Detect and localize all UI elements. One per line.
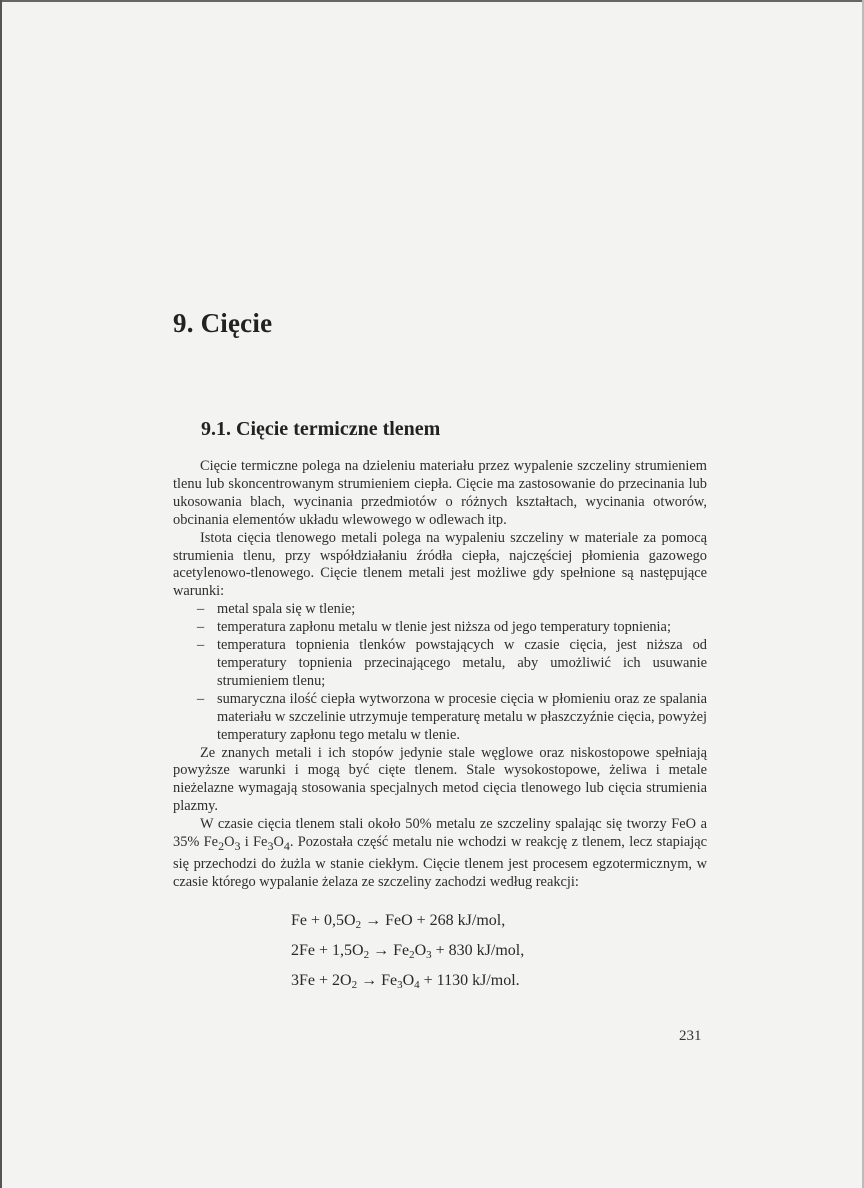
list-item: [173, 691, 707, 745]
body-text: [173, 458, 707, 892]
list-item-text: sumaryczna ilość ciepła wytworzona w procesie cięcia w płomieniu oraz ze spalania materiału w szczelinie utrzymuje temperaturę metalu w płaszczyźnie cięcia, powyżej temperatury zapłonu tego metalu w tlenie.: [217, 690, 707, 743]
equation-fe2o3: $2Fe + 1,5O_2 \to Fe_2O_3 + 830$ kJ/mol,: [291, 942, 525, 961]
page-number: 231: [679, 1028, 702, 1044]
dash-marker: –: [197, 690, 205, 707]
list-item-text: metal spala się w tlenie;: [217, 601, 356, 618]
equation-feo: $Fe + 0,5O_2$ → FeO + 268 kJ/mol,: [291, 912, 506, 931]
scan-edge-top: [0, 0, 864, 2]
list-item: [173, 601, 707, 619]
list-item-text: temperatura zapłonu metalu w tlenie jest niższa od jego temperatury topnienia;: [217, 619, 671, 636]
dash-marker: –: [197, 637, 205, 654]
dash-marker: –: [197, 619, 205, 636]
paragraph-oxidation: W czasie cięcia tlenem stali około 50% metalu ze szczeliny spalając się tworzy FeO a 35% $Fe_2O_3$ i $Fe_3O_4$. Pozostała część metalu nie wchodzi w reakcję z tlenem, lecz stapiając się przechodzi do żużla w stanie ciekłym. Cięcie tlenem jest procesem egzotermicznym, w czasie którego wypalanie żelaza ze szczeliny zachodzi według reakcji:: [173, 816, 707, 890]
paragraph-essence: Istota cięcia tlenowego metali polega na wypaleniu szczeliny w materiale za pomocą strumienia tlenu, przy współdziałaniu źródła ciepła, najczęściej płomienia gazowego acetylenowo-tlenowego. Cięcie tlenem metali jest możliwe gdy spełnione są następujące warunki:: [173, 529, 707, 600]
list-item-text: temperatura topnienia tlenków powstających w czasie cięcia, jest niższa od temperatury topnienia przecinającego metalu, aby umożliwić ich usuwanie strumieniem tlenu;: [217, 637, 707, 689]
list-item: [173, 637, 707, 691]
scan-edge-left: [0, 0, 2, 1188]
reaction-equations: [291, 906, 524, 996]
chapter-title: 9. Cięcie: [173, 308, 273, 338]
paragraph-metals: Ze znanych metali i ich stopów jedynie stale węglowe oraz niskostopowe spełniają powyższe warunki i mogą być cięte tlenem. Stale wysokostopowe, żeliwa i metale nieżelazne wymagają stosowania specjalnych metod cięcia tlenowego lub cięcia strumienia plazmy.: [173, 744, 707, 815]
conditions-list: [173, 601, 707, 744]
paragraph-intro: Cięcie termiczne polega na dzieleniu materiału przez wypalenie szczeliny strumieniem tlenu lub skoncentrowanym strumieniem ciepła. Cięcie ma zastosowanie do przecinania lub ukosowania blach, wycinania przedmiotów o różnych kształtach, wycinania otworów, obcinania elementów układu wlewowego w odlewach itp.: [173, 458, 707, 528]
equation-fe3o4: $3Fe + 2O_2 \to Fe_3O_4 + 1130$ kJ/mol.: [291, 972, 520, 991]
section-title: 9.1. Cięcie termiczne tlenem: [201, 418, 441, 440]
list-item: [173, 619, 707, 637]
dash-marker: –: [197, 601, 205, 618]
